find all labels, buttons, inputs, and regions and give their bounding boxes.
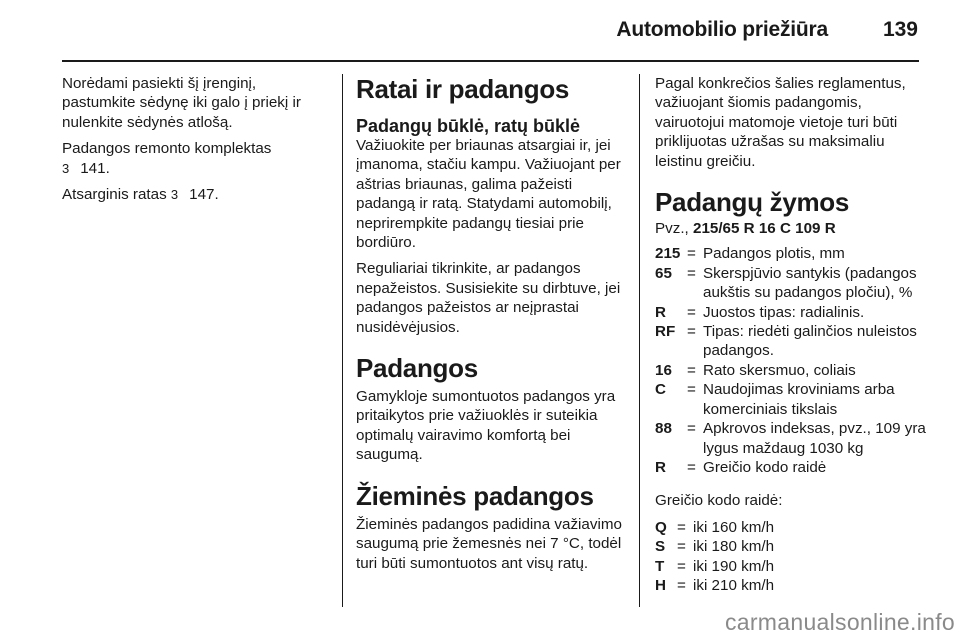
definition-equals: = bbox=[687, 361, 696, 379]
column-middle bbox=[356, 74, 626, 580]
definition-key: RF bbox=[655, 323, 676, 341]
definition-equals: = bbox=[687, 381, 696, 399]
speed-code-row bbox=[655, 518, 930, 537]
speed-code-value: iki 160 km/h bbox=[693, 518, 775, 536]
heading-tyre-markings: Padangų žymos bbox=[655, 187, 850, 218]
speed-code-equals: = bbox=[677, 538, 686, 556]
spare-wheel-reference bbox=[62, 185, 330, 204]
definition-row bbox=[655, 264, 930, 303]
heading-winter-tyres: Žieminės padangos bbox=[356, 480, 594, 511]
column-divider bbox=[639, 74, 640, 607]
definition-key: 65 bbox=[655, 264, 672, 282]
repair-kit-reference bbox=[62, 139, 330, 178]
speed-code-equals: = bbox=[677, 557, 686, 575]
spare-wheel-label: Atsarginis ratas bbox=[62, 186, 167, 204]
definition-row bbox=[655, 361, 930, 380]
definition-key: 16 bbox=[655, 361, 672, 379]
speed-code-value: iki 210 km/h bbox=[693, 576, 775, 594]
page-title: Automobilio priežiūra bbox=[616, 18, 828, 41]
definition-value: Apkrovos indeksas, pvz., 109 yra lygus maždaug 1030 kg bbox=[703, 420, 926, 457]
speed-code-value: iki 190 km/h bbox=[693, 557, 775, 575]
reference-arrow-icon: 3 bbox=[170, 187, 179, 203]
definition-row bbox=[655, 244, 930, 263]
definition-value: Skerspjūvio santykis (padangos aukštis su padangos pločiu), % bbox=[703, 264, 917, 302]
tyre-condition-paragraph-2: Reguliariai tikrinkite, ar padangos nepažeistos. Susisiekite su dirbtuve, jei padangos pažeistos ar neįprastai nusidėvėjusios. bbox=[356, 260, 621, 336]
tyres-paragraph: Gamykloje sumontuotos padangos yra pritaikytos prie važiuoklės ir suteikia optimalų vairavimo komfortą bei saugumą. bbox=[356, 388, 616, 464]
watermark: carmanualsonline.info bbox=[724, 609, 955, 635]
definition-key: C bbox=[655, 381, 666, 399]
definition-equals: = bbox=[687, 323, 696, 341]
marking-definitions bbox=[655, 244, 930, 477]
definition-key: R bbox=[655, 303, 666, 321]
definition-equals: = bbox=[687, 264, 696, 282]
speed-code-heading: Greičio kodo raidė: bbox=[655, 492, 783, 510]
speed-code-row bbox=[655, 576, 930, 595]
speed-label-paragraph: Pagal konkrečios šalies reglamentus, važiuojant šiomis padangomis, vairuotojui matomoje vietoje turi būti priklijuotas užrašas su maksimaliu leistinu greičiu. bbox=[655, 75, 906, 170]
speed-code-equals: = bbox=[677, 576, 686, 594]
speed-code-key: T bbox=[655, 557, 665, 575]
spare-wheel-page-link[interactable]: 147. bbox=[189, 186, 219, 204]
marking-example bbox=[655, 219, 930, 238]
repair-kit-label: Padangos remonto komplektas bbox=[62, 140, 272, 158]
definition-value: Padangos plotis, mm bbox=[703, 245, 845, 263]
reference-arrow-icon: 3 bbox=[62, 160, 70, 176]
definition-row bbox=[655, 458, 930, 477]
definition-value: Juostos tipas: radialinis. bbox=[703, 303, 865, 321]
definition-row bbox=[655, 380, 930, 419]
definition-value: Naudojimas kroviniams arba komerciniais tikslais bbox=[703, 381, 895, 418]
speed-code-row bbox=[655, 537, 930, 556]
column-right bbox=[655, 74, 930, 609]
speed-code-row bbox=[655, 557, 930, 576]
definition-equals: = bbox=[687, 458, 696, 476]
definition-key: R bbox=[655, 458, 666, 476]
speed-code-key: H bbox=[655, 576, 666, 594]
speed-code-equals: = bbox=[677, 518, 686, 536]
definition-row bbox=[655, 303, 930, 322]
definition-equals: = bbox=[687, 420, 696, 438]
definition-row bbox=[655, 322, 930, 361]
definition-equals: = bbox=[687, 303, 696, 321]
access-paragraph: Norėdami pasiekti šį įrenginį, pastumkite sėdynę iki galo į priekį ir nulenkite sėdynės atlošą. bbox=[62, 75, 301, 131]
section-title-wheels-tyres: Ratai ir padangos bbox=[356, 74, 570, 104]
heading-tyres: Padangos bbox=[356, 353, 478, 384]
speed-code-value: iki 180 km/h bbox=[693, 538, 775, 556]
definition-key: 88 bbox=[655, 420, 672, 438]
heading-tyre-condition: Padangų būklė, ratų būklė bbox=[356, 116, 581, 136]
example-prefix: Pvz., bbox=[655, 220, 689, 238]
page-header bbox=[0, 0, 960, 62]
speed-code-key: Q bbox=[655, 518, 667, 536]
speed-code-key: S bbox=[655, 538, 666, 556]
definition-equals: = bbox=[687, 245, 696, 263]
definition-row bbox=[655, 419, 930, 458]
column-left bbox=[62, 74, 330, 211]
example-code: 215/65 R 16 C 109 R bbox=[693, 220, 836, 238]
definition-value: Tipas: riedėti galinčios nuleistos padangos. bbox=[703, 323, 917, 360]
tyre-condition-paragraph-1: Važiuokite per briaunas atsargiai ir, jei įmanoma, stačiu kampu. Važiuojant per aštrias briaunas, galima pažeisti padangą ir ratą. Statydami automobilį, neprirempkite padangų tiesiai prie bordiūro. bbox=[356, 137, 621, 252]
definition-value: Greičio kodo raidė bbox=[703, 458, 827, 476]
speed-code-list bbox=[655, 518, 930, 596]
definition-value: Rato skersmuo, coliais bbox=[703, 361, 856, 379]
column-divider bbox=[342, 74, 343, 607]
page-number: 139 bbox=[882, 18, 918, 41]
definition-key: 215 bbox=[655, 245, 681, 263]
winter-tyres-paragraph: Žieminės padangos padidina važiavimo saugumą prie žemesnės nei 7 °C, todėl turi būti sumontuotos ant visų ratų. bbox=[356, 515, 622, 572]
header-divider bbox=[62, 60, 919, 62]
repair-kit-page-link[interactable]: 141. bbox=[80, 159, 110, 177]
